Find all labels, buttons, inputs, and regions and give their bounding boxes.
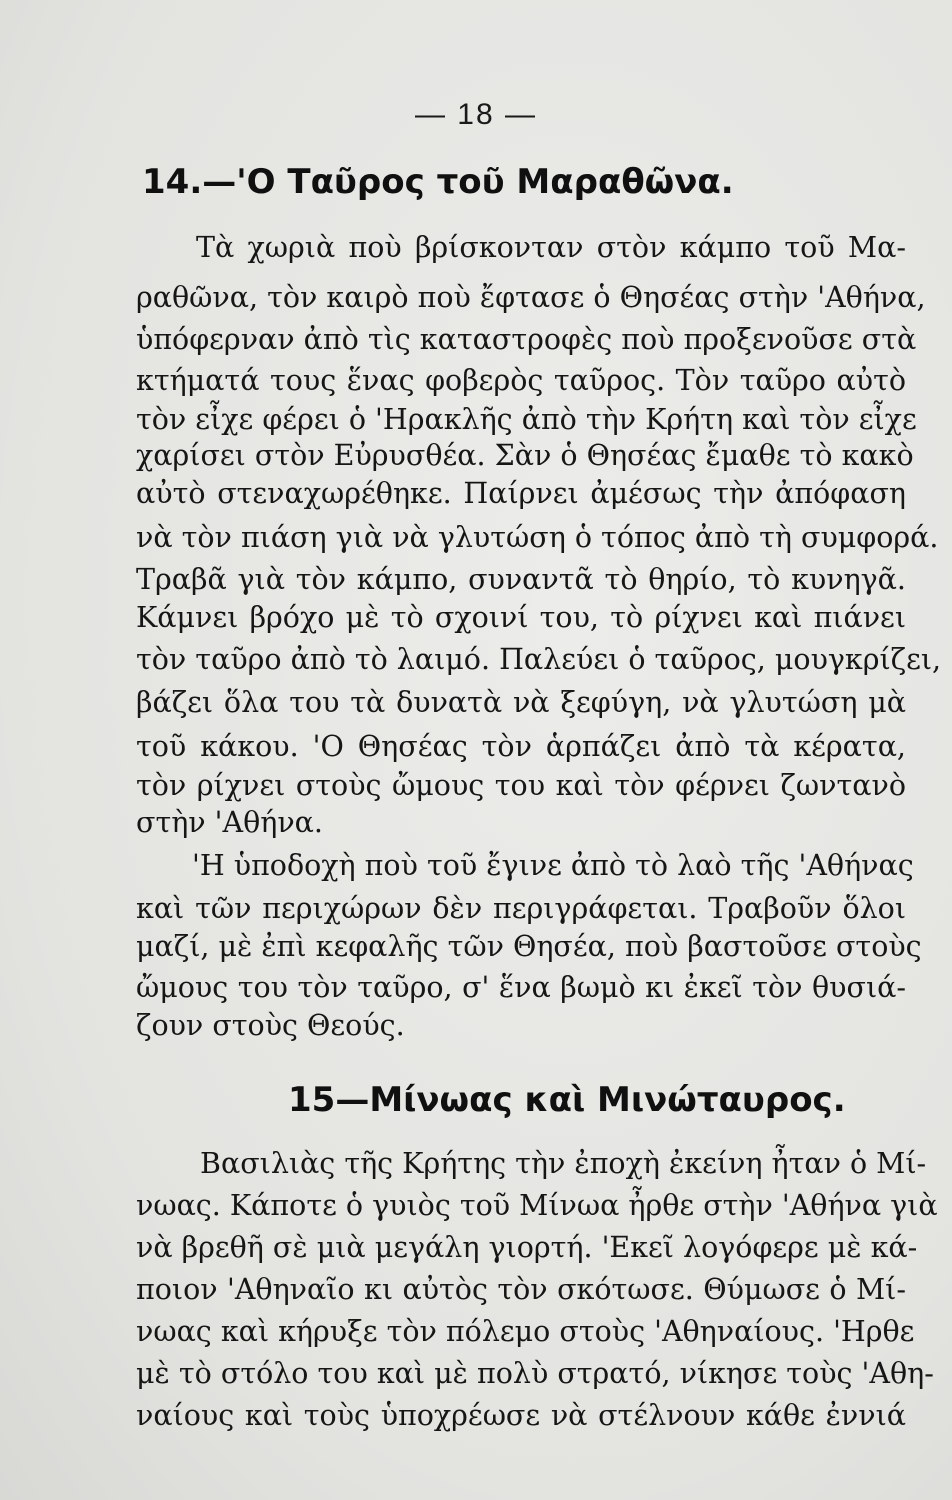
text-line: Βασιλιὰς τῆς Κρήτης τὴν ἐποχὴ ἐκείνη ἦταν ὁ Μί- [200, 1147, 927, 1180]
text-line: νωας. Κάποτε ὁ γυιὸς τοῦ Μίνωα ἦρθε στὴν 'Αθήνα γιὰ [136, 1189, 938, 1222]
text-line: τοῦ κάκου. 'Ο Θησέας τὸν ἁρπάζει ἀπὸ τὰ κέρατα, [136, 730, 906, 763]
text-line: αὐτὸ στεναχωρέθηκε. Παίρνει ἀμέσως τὴν ἀπόφαση [136, 477, 906, 510]
text-line: μαζί, μὲ ἐπὶ κεφαλῆς τῶν Θησέα, ποὺ βαστοῦσε στοὺς [136, 930, 922, 963]
text-line: στὴν 'Αθήνα. [136, 806, 323, 839]
text-line: Τραβᾶ γιὰ τὸν κάμπο, συναντᾶ τὸ θηρίο, τὸ κυνηγᾶ. [136, 563, 906, 596]
text-line: ραθῶνα, τὸν καιρὸ ποὺ ἔφτασε ὁ Θησέας στὴν 'Αθήνα, [136, 281, 926, 314]
text-line: τὸν ταῦρο ἀπὸ τὸ λαιμό. Παλεύει ὁ ταῦρος, μουγκρίζει, [136, 643, 942, 676]
text-line: 'Η ὑποδοχὴ ποὺ τοῦ ἔγινε ἀπὸ τὸ λαὸ τῆς 'Αθήνας [192, 849, 914, 882]
text-line: καὶ τῶν περιχώρων δὲν περιγράφεται. Τραβοῦν ὅλοι [136, 892, 906, 925]
text-line: χαρίσει στὸν Εὐρυσθέα. Σὰν ὁ Θησέας ἔμαθε τὸ κακὸ [136, 439, 914, 472]
text-line: μὲ τὸ στόλο του καὶ μὲ πολὺ στρατό, νίκησε τοὺς 'Αθη- [136, 1357, 934, 1390]
text-line: ὑπόφερναν ἀπὸ τὶς καταστροφὲς ποὺ προξενοῦσε στὰ [136, 323, 917, 356]
section-15-title: 15—Μίνωας καὶ Μινώταυρος. [288, 1080, 846, 1120]
text-line: βάζει ὅλα του τὰ δυνατὰ νὰ ξεφύγη, νὰ γλυτώση μὰ [136, 686, 906, 719]
text-line: τὸν εἶχε φέρει ὁ 'Ηρακλῆς ἀπὸ τὴν Κρήτη καὶ τὸν εἶχε [136, 403, 917, 436]
text-line: ναίους καὶ τοὺς ὑποχρέωσε νὰ στέλνουν κάθε ἐννιά [136, 1399, 906, 1432]
text-line: ποιον 'Αθηναῖο κι αὐτὸς τὸν σκότωσε. Θύμωσε ὁ Μί- [136, 1273, 906, 1306]
text-line: ζουν στοὺς Θεούς. [136, 1009, 405, 1042]
text-line: νὰ τὸν πιάση γιὰ νὰ γλυτώση ὁ τόπος ἀπὸ τὴ συμφορά. [136, 521, 939, 554]
text-line: νωας καὶ κήρυξε τὸν πόλεμο στοὺς 'Αθηναίους. 'Ηρθε [136, 1315, 915, 1348]
text-line: ὤμους του τὸν ταῦρο, σ' ἕνα βωμὸ κι ἐκεῖ τὸν θυσιά- [136, 971, 906, 1004]
page-number: — 18 — [414, 98, 538, 131]
section-14-title: 14.—'Ο Ταῦρος τοῦ Μαραθῶνα. [142, 162, 734, 202]
text-line: Τὰ χωριὰ ποὺ βρίσκονταν στὸν κάμπο τοῦ Μα- [196, 231, 906, 264]
text-line: Κάμνει βρόχο μὲ τὸ σχοινί του, τὸ ρίχνει καὶ πιάνει [136, 601, 906, 634]
text-line: νὰ βρεθῆ σὲ μιὰ μεγάλη γιορτή. 'Εκεῖ λογόφερε μὲ κά- [136, 1231, 918, 1264]
text-line: κτήματά τους ἕνας φοβερὸς ταῦρος. Τὸν ταῦρο αὐτὸ [136, 364, 906, 397]
text-line: τὸν ρίχνει στοὺς ὤμους του καὶ τὸν φέρνει ζωντανὸ [136, 769, 906, 802]
